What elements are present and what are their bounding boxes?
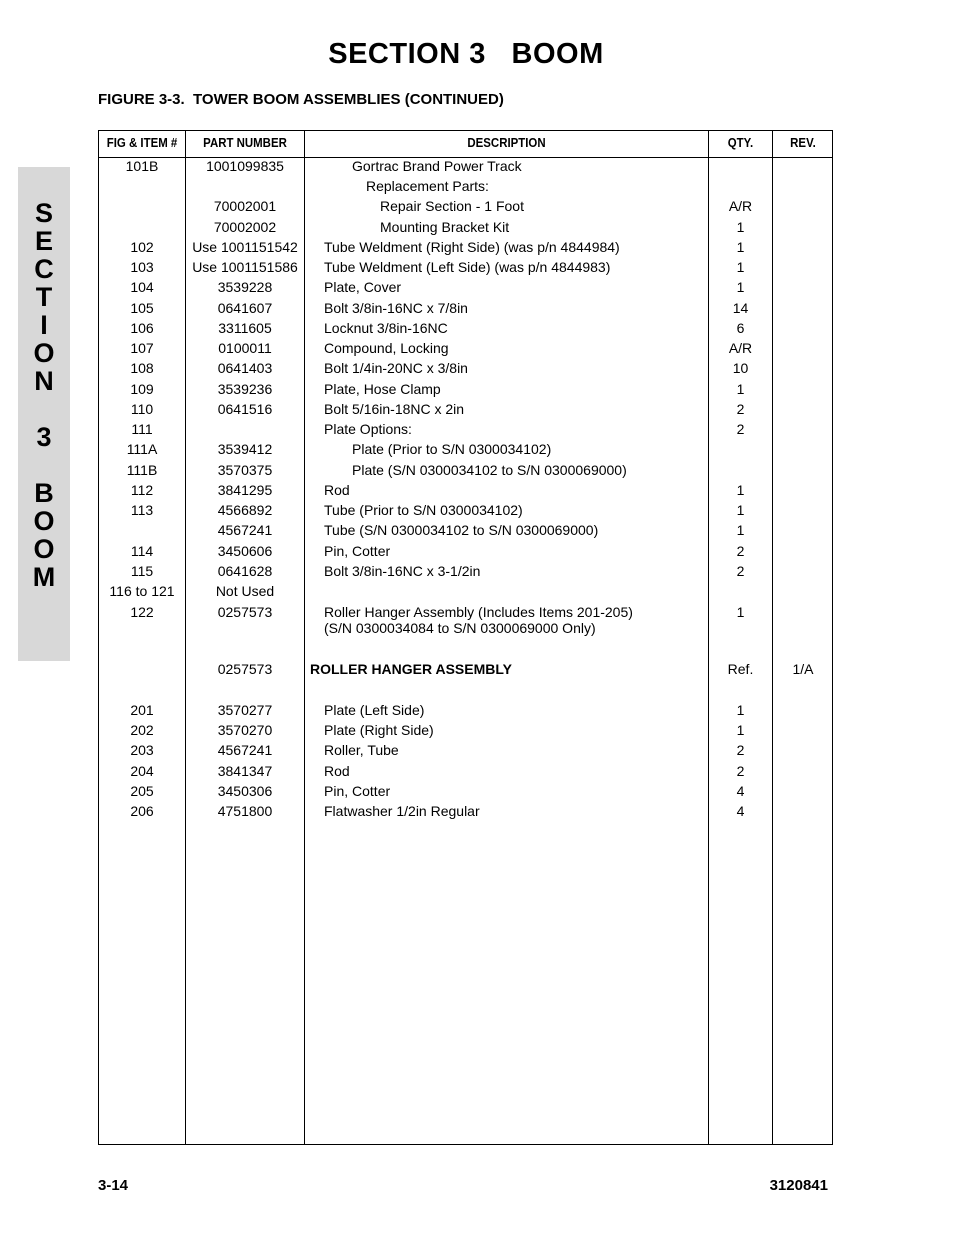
cell-qty: 1 xyxy=(736,259,745,275)
cell-fig-item: 102 xyxy=(130,239,154,255)
header-part-number: PART NUMBER xyxy=(203,135,287,150)
cell-qty: 1 xyxy=(736,279,745,295)
cell-description: Compound, Locking xyxy=(324,340,449,356)
cell-description: Bolt 1/4in-20NC x 3/8in xyxy=(324,360,468,376)
table-row xyxy=(99,298,832,318)
cell-fig-item: 201 xyxy=(130,702,154,718)
document-number: 3120841 xyxy=(769,1177,828,1194)
cell-description: Plate, Cover xyxy=(324,279,402,295)
cell-part-number: 3570277 xyxy=(217,702,273,718)
cell-description: Plate (Right Side) xyxy=(324,722,434,738)
cell-part-number: 4566892 xyxy=(217,502,273,518)
table-row xyxy=(99,520,832,540)
cell-description: Pin, Cotter xyxy=(324,783,391,799)
cell-qty: 1 xyxy=(736,219,745,235)
cell-description: Locknut 3/8in-16NC xyxy=(324,320,448,336)
cell-description: Plate (Prior to S/N 0300034102) xyxy=(352,441,552,457)
cell-part-number: 0257573 xyxy=(217,604,273,620)
side-tab-letter: B xyxy=(34,478,54,508)
cell-qty: 1 xyxy=(736,702,745,718)
cell-qty: 1 xyxy=(736,239,745,255)
cell-part-number: 0257573 xyxy=(217,661,273,677)
table-row xyxy=(99,561,832,581)
cell-part-number: Not Used xyxy=(215,583,275,599)
table-row xyxy=(99,480,832,500)
cell-part-number: 0100011 xyxy=(218,340,272,356)
cell-description: Bolt 3/8in-16NC x 7/8in xyxy=(324,300,468,316)
cell-qty: 14 xyxy=(732,300,749,316)
header-fig-item: FIG & ITEM # xyxy=(106,135,178,150)
cell-fig-item: 101B xyxy=(125,158,159,174)
cell-description: Plate (S/N 0300034102 to S/N 0300069000) xyxy=(352,462,627,478)
cell-part-number: 3450306 xyxy=(217,783,273,799)
cell-qty: 1 xyxy=(736,604,745,620)
cell-part-number: 3311605 xyxy=(218,320,272,336)
side-tab-letter: O xyxy=(33,534,55,564)
cell-qty: A/R xyxy=(728,340,753,356)
cell-description: Bolt 3/8in-16NC x 3-1/2in xyxy=(324,563,481,579)
cell-description: Rod xyxy=(324,763,350,779)
table-row xyxy=(99,237,832,257)
cell-qty: 2 xyxy=(736,742,745,758)
header-qty: QTY. xyxy=(727,135,754,150)
cell-part-number: 3539228 xyxy=(217,279,273,295)
side-tab-letter: M xyxy=(32,562,56,592)
side-tab-letters xyxy=(18,199,70,591)
header-description: DESCRIPTION xyxy=(467,135,546,150)
table-row xyxy=(99,740,832,760)
page-number: 3-14 xyxy=(98,1177,129,1194)
table-row xyxy=(99,176,832,196)
cell-fig-item: 205 xyxy=(130,783,154,799)
table-row xyxy=(99,277,832,297)
cell-fig-item: 114 xyxy=(130,543,154,559)
cell-qty: 1 xyxy=(736,482,745,498)
table-row xyxy=(99,156,832,176)
cell-description: Tube (Prior to S/N 0300034102) xyxy=(324,502,523,518)
cell-qty: 10 xyxy=(732,360,749,376)
cell-qty: 1 xyxy=(736,502,745,518)
cell-description: Plate, Hose Clamp xyxy=(324,381,441,397)
cell-qty: 4 xyxy=(736,803,745,819)
cell-part-number: 3570375 xyxy=(217,462,273,478)
cell-part-number: 3539236 xyxy=(217,381,273,397)
cell-part-number: 0641628 xyxy=(217,563,273,579)
cell-part-number: Use 1001151586 xyxy=(192,259,298,275)
cell-part-number: 3570270 xyxy=(217,722,273,738)
cell-part-number: 0641516 xyxy=(217,401,273,417)
cell-description: Repair Section - 1 Foot xyxy=(380,198,524,214)
side-tab-letter: O xyxy=(33,338,55,368)
cell-fig-item: 110 xyxy=(130,401,154,417)
cell-description: Flatwasher 1/2in Regular xyxy=(324,803,480,819)
table-row xyxy=(99,801,832,821)
table-row xyxy=(99,602,832,636)
header-rev: REV. xyxy=(790,135,816,150)
cell-part-number: 3841295 xyxy=(217,482,273,498)
cell-fig-item: 112 xyxy=(130,482,154,498)
table-row xyxy=(99,318,832,338)
cell-qty: 2 xyxy=(736,763,745,779)
cell-qty: 2 xyxy=(736,543,745,559)
cell-part-number: 0641403 xyxy=(217,360,273,376)
cell-description: Bolt 5/16in-18NC x 2in xyxy=(324,401,465,417)
side-tab-letter: T xyxy=(35,282,53,312)
cell-part-number: 1001099835 xyxy=(206,158,284,174)
table-row xyxy=(99,338,832,358)
cell-fig-item: 203 xyxy=(130,742,154,758)
cell-fig-item: 111B xyxy=(126,462,158,478)
table-row xyxy=(99,439,832,459)
cell-qty: 1 xyxy=(736,722,745,738)
side-tab-letter: O xyxy=(33,506,55,536)
table-row xyxy=(99,419,832,439)
table-row xyxy=(99,700,832,720)
cell-fig-item: 104 xyxy=(130,279,154,295)
cell-qty: 1 xyxy=(736,381,745,397)
table-row xyxy=(99,500,832,520)
cell-description: Rod xyxy=(324,482,350,498)
table-row xyxy=(99,720,832,740)
cell-description: Tube (S/N 0300034102 to S/N 0300069000) xyxy=(324,522,599,538)
cell-part-number: 4567241 xyxy=(217,742,273,758)
cell-qty: A/R xyxy=(728,198,753,214)
cell-fig-item: 111 xyxy=(131,421,153,437)
cell-fig-item: 115 xyxy=(130,563,154,579)
cell-qty: 2 xyxy=(736,401,745,417)
cell-qty: Ref. xyxy=(727,661,754,677)
figure-title: FIGURE 3-3. TOWER BOOM ASSEMBLIES (CONTINUED) xyxy=(98,91,504,108)
cell-rev: 1/A xyxy=(792,661,814,677)
cell-description-continued: (S/N 0300034084 to S/N 0300069000 Only) xyxy=(324,620,596,636)
cell-fig-item: 206 xyxy=(130,803,154,819)
cell-description: Roller Hanger Assembly (Includes Items 201-205) xyxy=(324,604,633,620)
cell-fig-item: 106 xyxy=(130,320,154,336)
cell-part-number: Use 1001151542 xyxy=(192,239,298,255)
cell-qty: 1 xyxy=(736,522,745,538)
table-row xyxy=(99,358,832,378)
side-tab-gap xyxy=(18,395,70,423)
cell-description: Plate (Left Side) xyxy=(324,702,425,718)
side-tab-letter: 3 xyxy=(36,422,52,452)
cell-qty: 2 xyxy=(736,563,745,579)
table-row xyxy=(99,761,832,781)
side-tab-letter: I xyxy=(40,310,48,340)
cell-qty: 2 xyxy=(736,421,745,437)
cell-fig-item: 116 to 121 xyxy=(109,583,175,599)
table-row xyxy=(99,399,832,419)
cell-fig-item: 103 xyxy=(130,259,154,275)
cell-description: Roller, Tube xyxy=(324,742,399,758)
section-side-tab xyxy=(18,167,70,661)
cell-description: Tube Weldment (Right Side) (was p/n 4844984) xyxy=(324,239,620,255)
cell-fig-item: 111A xyxy=(126,441,158,457)
cell-fig-item: 122 xyxy=(130,604,154,620)
cell-part-number: 70002001 xyxy=(213,198,277,214)
parts-table xyxy=(98,130,833,1145)
cell-part-number: 4567241 xyxy=(217,522,273,538)
cell-description: Pin, Cotter xyxy=(324,543,391,559)
cell-fig-item: 107 xyxy=(130,340,154,356)
cell-part-number: 3539412 xyxy=(217,441,273,457)
cell-fig-item: 109 xyxy=(130,381,154,397)
cell-part-number: 3841347 xyxy=(217,763,273,779)
side-tab-letter: E xyxy=(34,226,53,256)
table-row xyxy=(99,460,832,480)
table-row xyxy=(99,781,832,801)
side-tab-letter: N xyxy=(34,366,54,396)
table-row xyxy=(99,541,832,561)
cell-part-number: 0641607 xyxy=(217,300,273,316)
side-tab-gap xyxy=(18,451,70,479)
table-row xyxy=(99,217,832,237)
cell-part-number: 3450606 xyxy=(217,543,273,559)
side-tab-letter: S xyxy=(34,198,53,228)
cell-description: Plate Options: xyxy=(324,421,412,437)
table-row xyxy=(99,659,832,679)
cell-part-number: 70002002 xyxy=(213,219,277,235)
cell-description: Replacement Parts: xyxy=(366,178,489,194)
table-row xyxy=(99,581,832,601)
cell-fig-item: 113 xyxy=(130,502,154,518)
cell-description: Tube Weldment (Left Side) (was p/n 4844983) xyxy=(324,259,611,275)
cell-qty: 4 xyxy=(736,783,745,799)
cell-description: Gortrac Brand Power Track xyxy=(352,158,522,174)
cell-fig-item: 108 xyxy=(130,360,154,376)
cell-part-number: 4751800 xyxy=(217,803,273,819)
table-row xyxy=(99,257,832,277)
page-title: SECTION 3 BOOM xyxy=(328,38,604,70)
cell-description: ROLLER HANGER ASSEMBLY xyxy=(310,661,512,677)
side-tab-letter: C xyxy=(34,254,54,284)
table-row xyxy=(99,196,832,216)
cell-fig-item: 202 xyxy=(130,722,154,738)
table-row xyxy=(99,379,832,399)
cell-fig-item: 105 xyxy=(130,300,154,316)
cell-fig-item: 204 xyxy=(130,763,154,779)
cell-description: Mounting Bracket Kit xyxy=(380,219,510,235)
cell-qty: 6 xyxy=(736,320,745,336)
